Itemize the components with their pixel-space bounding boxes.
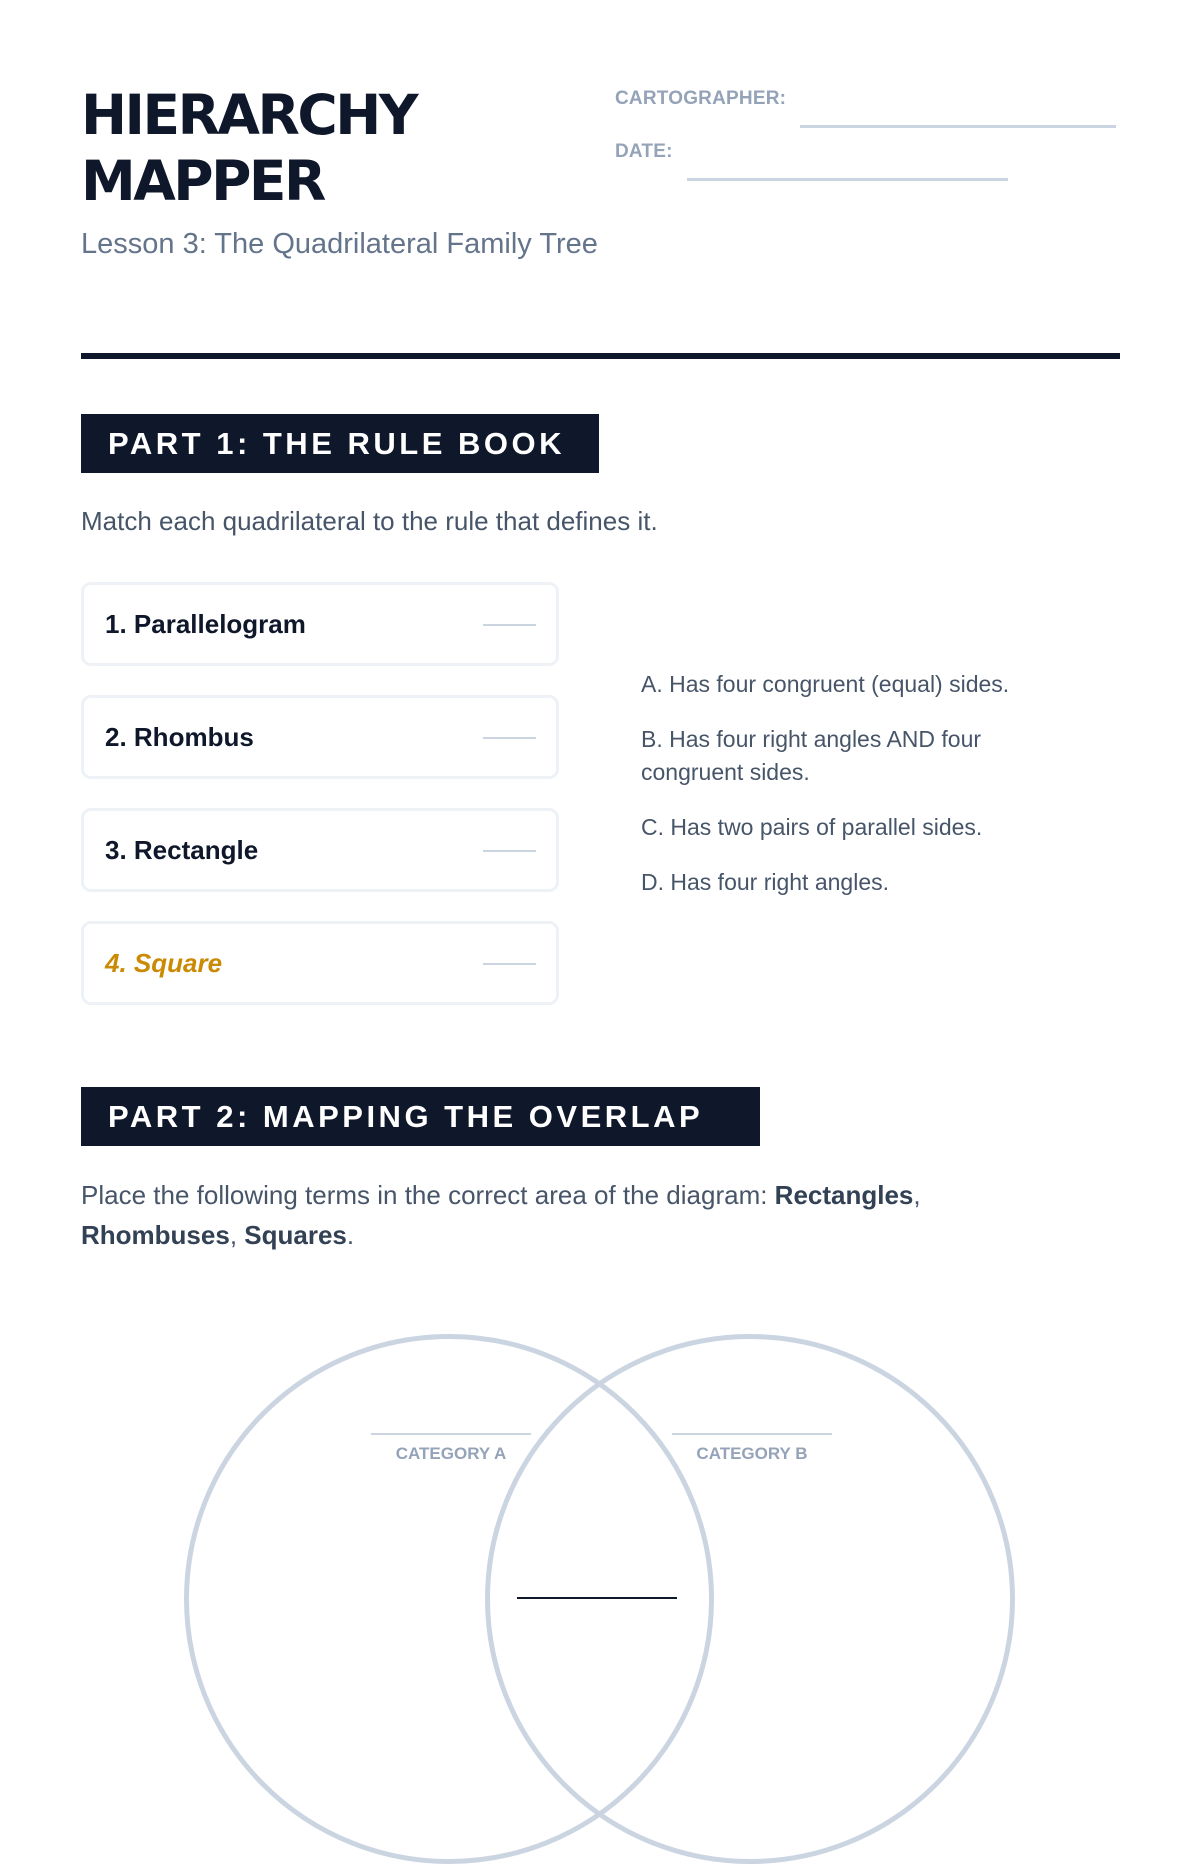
- rule-c: C. Has two pairs of parallel sides.: [641, 814, 983, 840]
- date-blank[interactable]: [687, 178, 1008, 181]
- answer-blank[interactable]: [483, 737, 536, 739]
- part1-heading: PART 1: THE RULE BOOK: [81, 414, 599, 473]
- instructions-text: Place the following terms in the correct area of the diagram:: [81, 1180, 775, 1210]
- answer-blank[interactable]: [483, 963, 536, 965]
- category-a-blank[interactable]: [371, 1433, 531, 1435]
- rules-list: [641, 668, 1071, 921]
- lesson-subtitle: Lesson 3: The Quadrilateral Family Tree: [81, 228, 598, 260]
- worksheet-page: [81, 0, 1120, 1600]
- match-card-rhombus: [81, 695, 559, 779]
- shape-label-highlighted: 4. Square: [105, 948, 223, 978]
- part2-instructions: [81, 1175, 1081, 1255]
- match-card-rectangle: [81, 808, 559, 892]
- term-rhombuses: Rhombuses: [81, 1220, 230, 1250]
- shape-label: 3. Rectangle: [105, 835, 259, 865]
- title-line-1: HIERARCHY: [81, 83, 417, 147]
- venn-diagram: [81, 1320, 1120, 1600]
- cartographer-field: [615, 88, 1116, 110]
- category-a-label: CATEGORY A: [395, 1444, 507, 1463]
- cartographer-label: CARTOGRAPHER:: [615, 88, 787, 109]
- match-card-square: [81, 921, 559, 1005]
- instructions-end: .: [346, 1220, 355, 1250]
- term-rectangles: Rectangles: [774, 1180, 914, 1210]
- category-b-blank[interactable]: [672, 1433, 832, 1435]
- date-label: DATE:: [615, 141, 673, 162]
- category-b-label: CATEGORY B: [696, 1444, 808, 1463]
- shape-label: 2. Rhombus: [105, 722, 254, 752]
- shape-label: 1. Parallelogram: [105, 609, 306, 639]
- rule-b: B. Has four right angles AND four congruent sides.: [641, 726, 982, 785]
- separator: ,: [913, 1180, 921, 1210]
- page-title: [81, 82, 416, 214]
- term-squares: Squares: [244, 1220, 347, 1250]
- rule-d: D. Has four right angles.: [641, 869, 890, 895]
- answer-blank[interactable]: [483, 850, 536, 852]
- rule-a: A. Has four congruent (equal) sides.: [641, 671, 1010, 697]
- part2-heading: PART 2: MAPPING THE OVERLAP: [81, 1087, 760, 1146]
- header-divider: [81, 353, 1120, 359]
- venn-circle-b[interactable]: [485, 1334, 1015, 1864]
- separator: ,: [229, 1220, 245, 1250]
- match-card-parallelogram: [81, 582, 559, 666]
- cartographer-blank[interactable]: [800, 125, 1116, 128]
- answer-blank[interactable]: [483, 624, 536, 626]
- date-field: [615, 141, 1008, 163]
- overlap-blank[interactable]: [517, 1597, 677, 1599]
- part1-instructions: Match each quadrilateral to the rule that defines it.: [81, 506, 658, 536]
- title-line-2: MAPPER: [81, 149, 324, 213]
